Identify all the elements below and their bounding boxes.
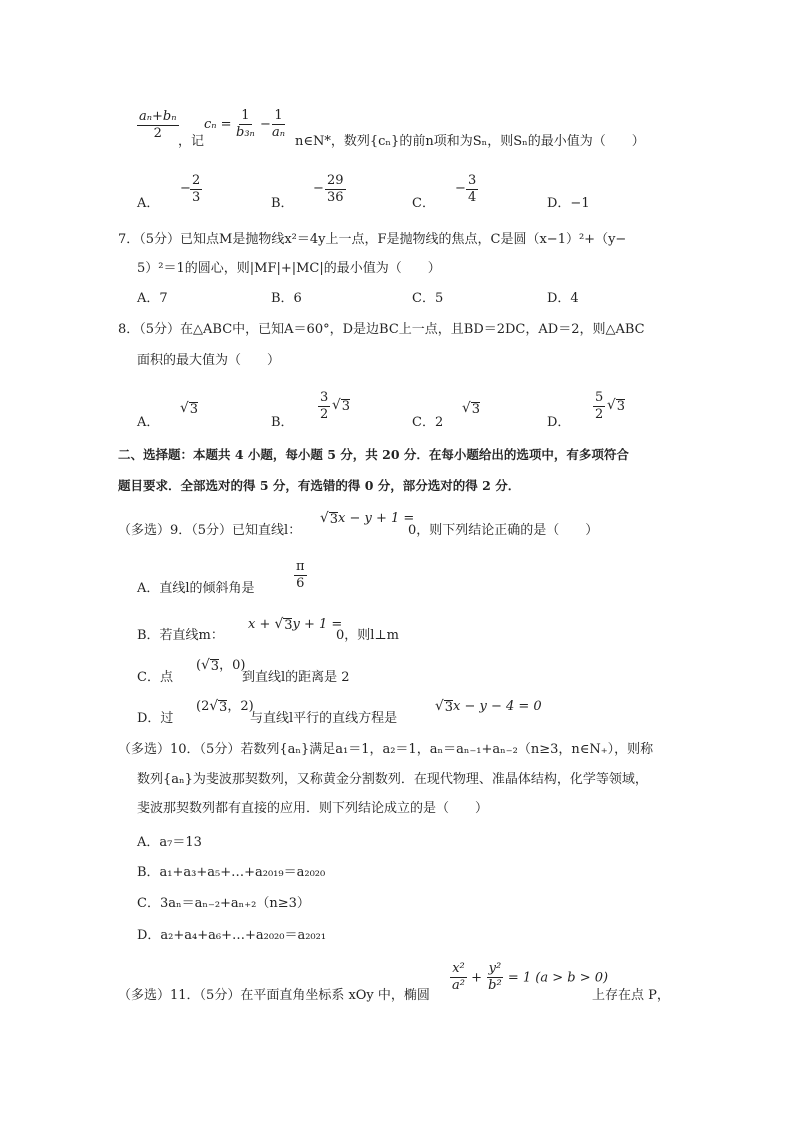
q9-option-a-frac: $\frac{\pi}{6}$ [296,559,305,592]
q9-option-c[interactable]: C．点 [137,670,173,685]
q8-option-b-frac: $\frac{3}{2}$ [320,390,329,423]
q10-line3: 斐波那契数列都有直接的应用．则下列结论成立的是（ ） [137,801,489,816]
q10-option-c[interactable]: C．3aₙ＝aₙ₋₂+aₙ₊₂（n≥3） [137,896,310,911]
q9-option-b[interactable]: B．若直线m： [137,628,224,643]
q10-line1: （多选）10．（5分）若数列{aₙ}满足a₁＝1，a₂＝1，aₙ＝aₙ₋₁+aₙ₋₂（n≥3，n∈N₊），则称 [118,742,654,757]
section2-line1: 二、选择题：本题共 4 小题，每小题 5 分，共 20 分．在每小题给出的选项中，有多项符合 [118,447,629,462]
q9-option-d[interactable]: D．过 [137,711,174,726]
top-ji-text: ，记 [178,134,205,149]
q6-option-c-sign: − [455,181,466,196]
cn-minus: − [260,117,271,132]
q11-ellipse-equation: $\frac{\text{x²}}{\text{a²}}$ + $\frac{\text{y²}}{\text{b²}}$ = 1 (a > b > 0) [452,961,609,994]
q6-option-b-frac: $\frac{29}{36}$ [327,173,344,206]
q10-option-a[interactable]: A．a₇＝13 [137,835,202,850]
q6-option-b-sign: − [313,181,324,196]
q9-option-c-suffix: 到直线l的距离是 2 [242,670,350,685]
q10-line2: 数列{aₙ}为斐波那契数列，又称黄金分割数列．在现代物理、准晶体结构，化学等领域， [137,772,648,787]
top-frac-left: $\frac{\text{aₙ+bₙ}}{2}$ [139,109,177,142]
q8-option-d-label[interactable]: D． [547,415,571,430]
q7-option-a[interactable]: A．7 [137,291,168,306]
q8-option-d-frac: $\frac{5}{2}$ [595,390,604,423]
q9-option-b-suffix: 0，则l⊥m [336,628,399,643]
q6-option-d[interactable]: D．−1 [547,196,590,211]
q8-option-a-label[interactable]: A． [137,415,160,430]
q8-option-c-label[interactable]: C．2 [412,415,444,430]
cn-frac1: $\frac{1}{\text{b₃ₙ}}$ [236,108,255,141]
q7-option-d[interactable]: D．4 [547,291,579,306]
q10-option-d[interactable]: D．a₂+a₄+a₆+…+a₂₀₂₀＝a₂₀₂₁ [137,928,327,943]
q9-prefix: （多选）9．（5分）已知直线l： [118,523,302,538]
q9-option-b-equation: x + √ 3 y + 1 = [248,616,343,633]
q6-option-c-frac: $\frac{3}{4}$ [468,173,477,206]
q9-suffix: 0，则下列结论正确的是（ ） [408,523,599,538]
q8-option-d-sqrt: √ 3 [607,397,625,414]
q7-option-c[interactable]: C．5 [412,291,444,306]
q6-option-a-frac: $\frac{2}{3}$ [192,173,201,206]
q8-line1: 8．（5分）在△ABC中，已知A＝60°，D是边BC上一点，且BD＝2DC，AD＝2，则△ABC [118,322,645,337]
q7-line2: 5）²＝1的圆心，则|MF|+|MC|的最小值为（ ） [137,261,441,276]
q9-option-d-equation: √ 3 x − y − 4 = 0 [435,698,542,715]
q8-option-b-sqrt: √ 3 [332,397,350,414]
q8-line2: 面积的最大值为（ ） [137,353,281,368]
q9-option-d-point: (2 √ 3 ，2) [196,698,254,715]
q6-option-b-label[interactable]: B． [271,196,294,211]
q9-equation: √ 3 x − y + 1 = [320,510,415,527]
q7-line1: 7．（5分）已知点M是抛物线x²＝4y上一点，F是抛物线的焦点，C是圆（x−1）²+（y− [118,232,627,247]
q6-option-a-label[interactable]: A． [137,196,160,211]
q6-option-a-sign: − [180,181,191,196]
q9-option-d-mid: 与直线l平行的直线方程是 [250,711,398,726]
q11-suffix: 上存在点 P， [592,988,670,1003]
q8-option-a-sqrt: √ 3 [180,400,198,417]
q9-option-a[interactable]: A．直线l的倾斜角是 [137,581,255,596]
section2-line2: 题目要求．全部选对的得 5 分，有选错的得 0 分，部分选对的得 2 分． [118,478,521,493]
q6-option-c-label[interactable]: C． [412,196,435,211]
top-tail-text: n∈N*，数列{cₙ}的前n项和为Sₙ，则Sₙ的最小值为（ ） [295,134,645,149]
q9-option-c-point: ( √ 3 ，0) [196,657,246,674]
q10-option-b[interactable]: B．a₁+a₃+a₅+…+a₂₀₁₉＝a₂₀₂₀ [137,865,326,880]
q8-option-b-label[interactable]: B． [271,415,294,430]
q8-option-c-sqrt: √ 3 [462,400,480,417]
q11-prefix: （多选）11．（5分）在平面直角坐标系 xOy 中，椭圆 [118,988,430,1003]
cn-frac2: $\frac{1}{\text{aₙ}}$ [272,108,286,141]
cn-lhs: cₙ = [204,117,232,132]
q7-option-b[interactable]: B．6 [271,291,302,306]
